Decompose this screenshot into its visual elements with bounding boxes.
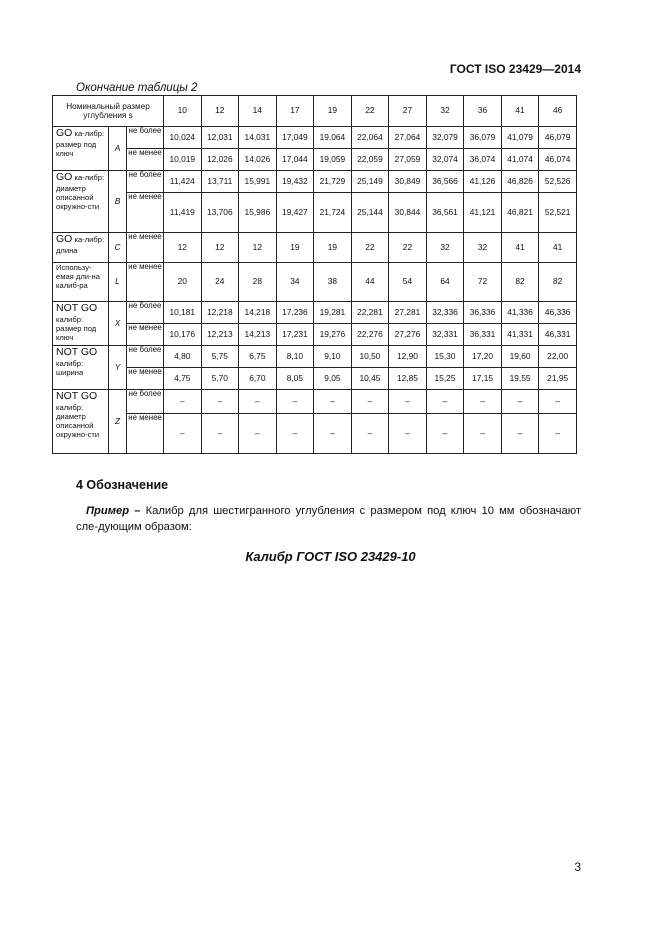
limit-label: не менее [127,149,164,171]
value-cell: – [351,414,389,454]
table-row [53,324,577,346]
parameter-letter: A [109,127,127,171]
value-cell: 11,424 [164,171,202,193]
limit-label: не более [127,346,164,368]
value-cell: 8,05 [276,368,314,390]
parameter-name [53,390,109,454]
value-cell: 17,049 [276,127,314,149]
value-cell: 10,181 [164,302,202,324]
value-cell: 22,00 [539,346,577,368]
header-size-cell: 41 [501,96,539,127]
value-cell: – [464,390,502,414]
value-cell: – [464,414,502,454]
value-cell: 14,026 [239,149,277,171]
value-cell: 17,236 [276,302,314,324]
parameter-name-rest: ка-либр: размер под ключ [56,129,105,158]
value-cell: 4,75 [164,368,202,390]
table-row [53,346,577,368]
value-cell: 15,30 [426,346,464,368]
table-row [53,193,577,233]
value-cell: 10,176 [164,324,202,346]
value-cell: 22,064 [351,127,389,149]
value-cell: 41 [501,233,539,263]
value-cell: 6,75 [239,346,277,368]
parameter-name-main: GO [56,171,73,183]
parameter-name-rest: ка-либр: длина [56,235,105,255]
limit-label: не менее [127,368,164,390]
value-cell: 27,064 [389,127,427,149]
value-cell: 82 [501,263,539,302]
value-cell: 12 [164,233,202,263]
value-cell: 19,55 [501,368,539,390]
value-cell: – [276,390,314,414]
value-cell: 32 [426,233,464,263]
table-row [53,263,577,302]
value-cell: 22,059 [351,149,389,171]
value-cell: 30,849 [389,171,427,193]
value-cell: 12 [201,233,239,263]
value-cell: 19,281 [314,302,352,324]
value-cell: 5,70 [201,368,239,390]
parameter-name-rest: ка-либр: диаметр описанной окружно-сти [56,173,105,211]
value-cell: 41,126 [464,171,502,193]
table-row [53,302,577,324]
value-cell: 17,231 [276,324,314,346]
value-cell: 46,826 [501,171,539,193]
value-cell: 22 [351,233,389,263]
value-cell: 4,80 [164,346,202,368]
value-cell: 41,074 [501,149,539,171]
value-cell: 11,419 [164,193,202,233]
value-cell: 25,144 [351,193,389,233]
limit-label: не менее [127,414,164,454]
value-cell: 5,75 [201,346,239,368]
header-size-cell: 19 [314,96,352,127]
value-cell: 17,044 [276,149,314,171]
value-cell: 41 [539,233,577,263]
value-cell: – [389,414,427,454]
limit-label: не более [127,302,164,324]
value-cell: 41,336 [501,302,539,324]
value-cell: 52,526 [539,171,577,193]
header-size-cell: 10 [164,96,202,127]
value-cell: 6,70 [239,368,277,390]
value-cell: 46,336 [539,302,577,324]
value-cell: 10,45 [351,368,389,390]
value-cell: 14,218 [239,302,277,324]
parameter-letter: L [109,263,127,302]
value-cell: – [314,390,352,414]
value-cell: 46,821 [501,193,539,233]
value-cell: 72 [464,263,502,302]
value-cell: – [201,414,239,454]
limit-label: не менее [127,233,164,263]
value-cell: 14,213 [239,324,277,346]
example-paragraph [76,503,581,535]
value-cell: 54 [389,263,427,302]
table-row [53,390,577,414]
parameter-letter: Z [109,390,127,454]
value-cell: 27,276 [389,324,427,346]
gauge-dimensions-table [52,95,577,454]
value-cell: 36,074 [464,149,502,171]
value-cell: 27,059 [389,149,427,171]
value-cell: 19,276 [314,324,352,346]
value-cell: – [426,414,464,454]
value-cell: 14,031 [239,127,277,149]
value-cell: 17,15 [464,368,502,390]
table-row [53,414,577,454]
parameter-name [53,233,109,263]
value-cell: 22,276 [351,324,389,346]
value-cell: 17,20 [464,346,502,368]
header-size-cell: 22 [351,96,389,127]
value-cell: – [239,414,277,454]
document-code: ГОСТ ISO 23429—2014 [449,62,581,76]
value-cell: – [539,390,577,414]
value-cell: 46,079 [539,127,577,149]
header-size-cell: 14 [239,96,277,127]
table-row [53,127,577,149]
parameter-name-main: GO [56,127,73,139]
limit-label: не более [127,171,164,193]
parameter-name-rest: калибр: диаметр описанной окружно-сти [56,402,100,439]
parameter-letter: Y [109,346,127,390]
value-cell: – [314,414,352,454]
value-cell: 52,521 [539,193,577,233]
value-cell: 22,281 [351,302,389,324]
parameter-name-rest: калибр: ширина [56,358,84,377]
value-cell: – [351,390,389,414]
parameter-name-main: NOT GO [56,390,98,402]
value-cell: 19,60 [501,346,539,368]
parameter-name-rest: Использу-емая дли-на калиб-ра [56,263,100,291]
example-label: Пример – [86,505,141,517]
parameter-name [53,302,109,346]
limit-label: не менее [127,193,164,233]
value-cell: 32,074 [426,149,464,171]
designation-example: Калибр ГОСТ ISO 23429-10 [245,549,416,564]
table-row [53,233,577,263]
value-cell: 41,079 [501,127,539,149]
value-cell: – [426,390,464,414]
value-cell: 24 [201,263,239,302]
value-cell: 21,729 [314,171,352,193]
value-cell: 32 [464,233,502,263]
value-cell: 12 [239,233,277,263]
value-cell: 20 [164,263,202,302]
value-cell: 34 [276,263,314,302]
value-cell: 10,019 [164,149,202,171]
parameter-name-rest: калибр: размер под ключ [56,314,97,342]
value-cell: 8,10 [276,346,314,368]
value-cell: 64 [426,263,464,302]
parameter-name [53,346,109,390]
value-cell: 21,95 [539,368,577,390]
value-cell: 12,213 [201,324,239,346]
parameter-name-main: NOT GO [56,346,98,358]
table-row [53,368,577,390]
limit-label: не менее [127,324,164,346]
value-cell: 9,05 [314,368,352,390]
value-cell: 22 [389,233,427,263]
header-size-cell: 12 [201,96,239,127]
value-cell: 82 [539,263,577,302]
value-cell: 12,85 [389,368,427,390]
value-cell: 36,561 [426,193,464,233]
value-cell: 32,336 [426,302,464,324]
table-header-row [53,96,577,127]
value-cell: 38 [314,263,352,302]
value-cell: 19,432 [276,171,314,193]
parameter-name [53,171,109,233]
value-cell: – [276,414,314,454]
value-cell: 19,059 [314,149,352,171]
value-cell: 15,991 [239,171,277,193]
limit-label: не более [127,127,164,149]
value-cell: 19,064 [314,127,352,149]
parameter-letter: C [109,233,127,263]
value-cell: 32,331 [426,324,464,346]
value-cell: 19,427 [276,193,314,233]
value-cell: 21,724 [314,193,352,233]
value-cell: 19 [276,233,314,263]
header-size-cell: 32 [426,96,464,127]
value-cell: 19 [314,233,352,263]
value-cell: 13,711 [201,171,239,193]
value-cell: – [164,390,202,414]
value-cell: 44 [351,263,389,302]
page-number: 3 [574,860,581,874]
limit-label: не более [127,390,164,414]
value-cell: 41,121 [464,193,502,233]
value-cell: 36,331 [464,324,502,346]
value-cell: 10,024 [164,127,202,149]
parameter-name-main: NOT GO [56,302,98,314]
limit-label: не менее [127,263,164,302]
value-cell: – [501,414,539,454]
header-size-cell: 27 [389,96,427,127]
value-cell: 10,50 [351,346,389,368]
value-cell: 12,90 [389,346,427,368]
value-cell: 36,336 [464,302,502,324]
table-caption: Окончание таблицы 2 [76,82,198,94]
value-cell: 46,331 [539,324,577,346]
header-nominal-size: Номинальный размер углубления s [53,96,164,127]
value-cell: 36,079 [464,127,502,149]
header-size-cell: 17 [276,96,314,127]
parameter-name [53,127,109,171]
value-cell: 46,074 [539,149,577,171]
value-cell: 9,10 [314,346,352,368]
parameter-name [53,263,109,302]
example-text: Калибр для шестигранного углубления с размером под ключ 10 мм обозначают сле-дующим образом: [76,505,581,534]
section-title: 4 Обозначение [76,478,169,492]
parameter-letter: B [109,171,127,233]
value-cell: 30,844 [389,193,427,233]
parameter-name-main: GO [56,233,73,245]
value-cell: 28 [239,263,277,302]
value-cell: 25,149 [351,171,389,193]
parameter-letter: X [109,302,127,346]
value-cell: 41,331 [501,324,539,346]
value-cell: – [164,414,202,454]
value-cell: – [239,390,277,414]
value-cell: – [389,390,427,414]
value-cell: – [201,390,239,414]
value-cell: 12,218 [201,302,239,324]
table-row [53,149,577,171]
value-cell: 15,25 [426,368,464,390]
value-cell: 12,031 [201,127,239,149]
value-cell: 15,986 [239,193,277,233]
value-cell: 36,566 [426,171,464,193]
value-cell: 13,706 [201,193,239,233]
header-size-cell: 46 [539,96,577,127]
table-row [53,171,577,193]
value-cell: 12,026 [201,149,239,171]
value-cell: 27,281 [389,302,427,324]
header-size-cell: 36 [464,96,502,127]
value-cell: – [501,390,539,414]
value-cell: – [539,414,577,454]
value-cell: 32,079 [426,127,464,149]
